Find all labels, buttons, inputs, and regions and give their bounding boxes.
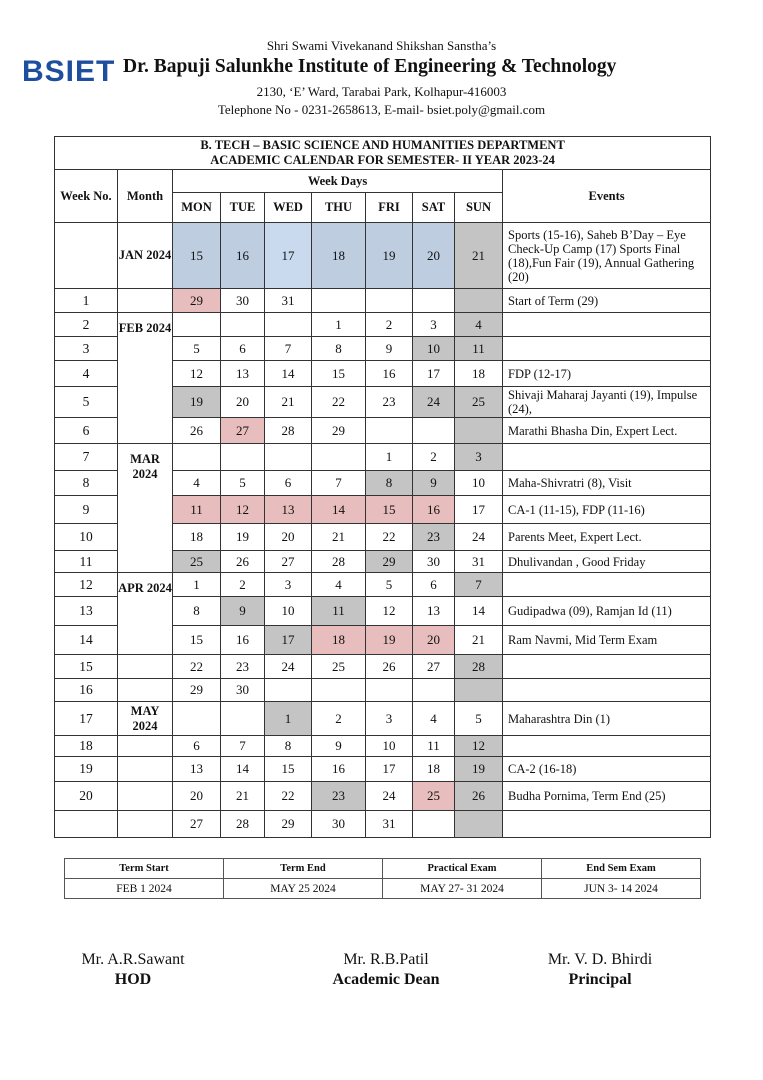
day-header-sun: SUN xyxy=(455,193,503,223)
calendar-day-cell: 16 xyxy=(221,626,265,655)
term-start-header: Term Start xyxy=(65,859,224,879)
calendar-day-cell xyxy=(455,289,503,313)
calendar-day-cell: 22 xyxy=(265,782,312,811)
calendar-day-cell: 3 xyxy=(455,444,503,471)
calendar-day-cell: 21 xyxy=(455,223,503,289)
calendar-day-cell: 1 xyxy=(265,702,312,736)
calendar-day-cell: 6 xyxy=(413,573,455,597)
calendar-day-cell: 20 xyxy=(265,524,312,551)
calendar-day-cell: 14 xyxy=(455,597,503,626)
calendar-day-cell xyxy=(366,418,413,444)
calendar-day-cell xyxy=(455,679,503,702)
calendar-day-cell xyxy=(221,702,265,736)
calendar-day-cell: 24 xyxy=(413,387,455,418)
calendar-day-cell: 29 xyxy=(173,679,221,702)
calendar-day-cell: 25 xyxy=(312,655,366,679)
calendar-day-cell: 19 xyxy=(173,387,221,418)
calendar-day-cell xyxy=(366,679,413,702)
day-header-thu: THU xyxy=(312,193,366,223)
week-number xyxy=(55,223,118,289)
week-number: 19 xyxy=(55,757,118,782)
week-event xyxy=(503,679,711,702)
calendar-day-cell: 21 xyxy=(455,626,503,655)
calendar-day-cell xyxy=(366,289,413,313)
calendar-day-cell: 15 xyxy=(173,626,221,655)
month-cell-empty xyxy=(118,679,173,702)
practical-exam-header: Practical Exam xyxy=(383,859,542,879)
week-event xyxy=(503,337,711,361)
calendar-day-cell xyxy=(312,679,366,702)
calendar-day-cell xyxy=(173,702,221,736)
calendar-day-cell: 5 xyxy=(173,337,221,361)
month-label-apr: APR 2024 xyxy=(118,573,173,655)
calendar-day-cell: 27 xyxy=(413,655,455,679)
calendar-day-cell: 20 xyxy=(413,626,455,655)
calendar-day-cell: 3 xyxy=(265,573,312,597)
calendar-day-cell: 12 xyxy=(173,361,221,387)
month-label-feb: FEB 2024 xyxy=(118,313,173,444)
calendar-day-cell: 26 xyxy=(455,782,503,811)
week-number: 6 xyxy=(55,418,118,444)
week-number: 11 xyxy=(55,551,118,573)
calendar-day-cell: 8 xyxy=(173,597,221,626)
calendar-day-cell: 2 xyxy=(413,444,455,471)
calendar-day-cell: 20 xyxy=(221,387,265,418)
calendar-day-cell: 7 xyxy=(312,471,366,496)
calendar-day-cell xyxy=(265,313,312,337)
calendar-day-cell: 26 xyxy=(173,418,221,444)
calendar-day-cell: 10 xyxy=(366,736,413,757)
calendar-day-cell: 14 xyxy=(312,496,366,524)
calendar-day-cell: 11 xyxy=(413,736,455,757)
week-number: 3 xyxy=(55,337,118,361)
calendar-day-cell: 14 xyxy=(265,361,312,387)
calendar-day-cell: 12 xyxy=(221,496,265,524)
calendar-day-cell: 29 xyxy=(312,418,366,444)
calendar-day-cell: 15 xyxy=(366,496,413,524)
calendar-week-row xyxy=(55,811,711,838)
week-days-header: Week Days xyxy=(173,170,503,193)
week-event xyxy=(503,313,711,337)
calendar-day-cell: 10 xyxy=(265,597,312,626)
calendar-week-row xyxy=(55,679,711,702)
week-event: Parents Meet, Expert Lect. xyxy=(503,524,711,551)
calendar-day-cell: 15 xyxy=(312,361,366,387)
institute-name: Dr. Bapuji Salunkhe Institute of Engineering & Technology xyxy=(123,56,617,77)
calendar-day-cell: 12 xyxy=(455,736,503,757)
week-number: 4 xyxy=(55,361,118,387)
calendar-day-cell: 28 xyxy=(221,811,265,838)
term-start-value: FEB 1 2024 xyxy=(65,879,224,899)
week-event: Marathi Bhasha Din, Expert Lect. xyxy=(503,418,711,444)
calendar-day-cell: 16 xyxy=(366,361,413,387)
term-end-value: MAY 25 2024 xyxy=(224,879,383,899)
institute-contact: Telephone No - 0231-2658613, E-mail- bsiet.poly@gmail.com xyxy=(217,102,546,117)
calendar-day-cell: 30 xyxy=(221,679,265,702)
calendar-title: B. TECH – BASIC SCIENCE AND HUMANITIES DEPARTMENT ACADEMIC CALENDAR FOR SEMESTER- II YEAR 2023-24 xyxy=(55,137,711,170)
calendar-day-cell: 24 xyxy=(455,524,503,551)
week-event xyxy=(503,736,711,757)
calendar-day-cell: 31 xyxy=(455,551,503,573)
calendar-day-cell: 24 xyxy=(366,782,413,811)
signature-academic-dean: Mr. R.B.Patil Academic Dean xyxy=(332,951,440,988)
calendar-week-row xyxy=(55,573,711,597)
calendar-day-cell xyxy=(312,444,366,471)
calendar-day-cell: 12 xyxy=(366,597,413,626)
calendar-day-cell: 1 xyxy=(312,313,366,337)
week-number: 5 xyxy=(55,387,118,418)
week-no-header: Week No. xyxy=(55,170,118,223)
calendar-day-cell: 2 xyxy=(221,573,265,597)
calendar-day-cell: 9 xyxy=(366,337,413,361)
calendar-day-cell: 4 xyxy=(173,471,221,496)
month-cell-empty xyxy=(118,782,173,811)
day-header-mon: MON xyxy=(173,193,221,223)
practical-exam-value: MAY 27- 31 2024 xyxy=(383,879,542,899)
calendar-day-cell: 13 xyxy=(413,597,455,626)
calendar-day-cell: 6 xyxy=(173,736,221,757)
calendar-day-cell xyxy=(221,444,265,471)
term-dates-table xyxy=(64,858,701,899)
calendar-day-cell: 21 xyxy=(221,782,265,811)
calendar-day-cell xyxy=(312,289,366,313)
calendar-day-cell: 29 xyxy=(173,289,221,313)
calendar-day-cell: 30 xyxy=(312,811,366,838)
calendar-day-cell: 25 xyxy=(173,551,221,573)
calendar-day-cell xyxy=(173,444,221,471)
calendar-day-cell: 10 xyxy=(455,471,503,496)
calendar-day-cell: 24 xyxy=(265,655,312,679)
calendar-day-cell xyxy=(221,313,265,337)
calendar-day-cell: 29 xyxy=(265,811,312,838)
week-event: Ram Navmi, Mid Term Exam xyxy=(503,626,711,655)
calendar-day-cell: 3 xyxy=(366,702,413,736)
calendar-day-cell xyxy=(413,811,455,838)
month-cell-empty xyxy=(118,757,173,782)
day-header-sat: SAT xyxy=(413,193,455,223)
signature-principal: Mr. V. D. Bhirdi Principal xyxy=(547,951,653,988)
calendar-day-cell: 7 xyxy=(221,736,265,757)
calendar-day-cell xyxy=(173,313,221,337)
calendar-day-cell xyxy=(413,289,455,313)
calendar-day-cell: 27 xyxy=(221,418,265,444)
calendar-day-cell: 26 xyxy=(366,655,413,679)
week-event: Shivaji Maharaj Jayanti (19), Impulse (24), xyxy=(503,387,711,418)
calendar-day-cell: 8 xyxy=(366,471,413,496)
calendar-week-row xyxy=(55,444,711,471)
end-sem-exam-header: End Sem Exam xyxy=(542,859,701,879)
calendar-day-cell: 17 xyxy=(265,626,312,655)
calendar-day-cell: 19 xyxy=(366,626,413,655)
calendar-day-cell: 19 xyxy=(221,524,265,551)
week-event xyxy=(503,444,711,471)
calendar-day-cell: 22 xyxy=(173,655,221,679)
week-event: Maha-Shivratri (8), Visit xyxy=(503,471,711,496)
calendar-day-cell: 23 xyxy=(221,655,265,679)
calendar-day-cell: 28 xyxy=(312,551,366,573)
calendar-day-cell: 16 xyxy=(312,757,366,782)
week-event: Sports (15-16), Saheb B’Day – Eye Check-Up Camp (17) Sports Final (18),Fun Fair (19), Annual Gathering (20) xyxy=(503,223,711,289)
calendar-day-cell: 18 xyxy=(312,626,366,655)
calendar-day-cell: 30 xyxy=(221,289,265,313)
calendar-day-cell: 26 xyxy=(221,551,265,573)
calendar-day-cell: 17 xyxy=(455,496,503,524)
calendar-day-cell xyxy=(413,679,455,702)
calendar-day-cell: 31 xyxy=(265,289,312,313)
week-number: 8 xyxy=(55,471,118,496)
calendar-day-cell: 18 xyxy=(413,757,455,782)
calendar-day-cell: 17 xyxy=(413,361,455,387)
calendar-day-cell: 25 xyxy=(455,387,503,418)
calendar-day-cell: 6 xyxy=(221,337,265,361)
week-event: Gudipadwa (09), Ramjan Id (11) xyxy=(503,597,711,626)
calendar-week-row xyxy=(55,736,711,757)
calendar-day-cell xyxy=(455,418,503,444)
calendar-day-cell: 14 xyxy=(221,757,265,782)
calendar-day-cell: 9 xyxy=(413,471,455,496)
calendar-day-cell: 11 xyxy=(173,496,221,524)
calendar-day-cell: 15 xyxy=(265,757,312,782)
calendar-day-cell: 19 xyxy=(366,223,413,289)
calendar-day-cell: 16 xyxy=(413,496,455,524)
week-event: Start of Term (29) xyxy=(503,289,711,313)
calendar-day-cell: 9 xyxy=(221,597,265,626)
calendar-day-cell: 4 xyxy=(413,702,455,736)
calendar-day-cell: 28 xyxy=(265,418,312,444)
end-sem-exam-value: JUN 3- 14 2024 xyxy=(542,879,701,899)
calendar-day-cell: 29 xyxy=(366,551,413,573)
calendar-day-cell: 2 xyxy=(312,702,366,736)
calendar-day-cell: 22 xyxy=(366,524,413,551)
calendar-day-cell: 20 xyxy=(413,223,455,289)
calendar-week-row xyxy=(55,289,711,313)
calendar-day-cell xyxy=(265,679,312,702)
calendar-day-cell: 10 xyxy=(413,337,455,361)
calendar-day-cell: 15 xyxy=(173,223,221,289)
calendar-week-row xyxy=(55,655,711,679)
calendar-day-cell: 3 xyxy=(413,313,455,337)
week-event: CA-2 (16-18) xyxy=(503,757,711,782)
calendar-day-cell: 2 xyxy=(366,313,413,337)
week-number: 9 xyxy=(55,496,118,524)
month-label-jan: JAN 2024 xyxy=(118,223,173,289)
calendar-day-cell xyxy=(413,418,455,444)
calendar-day-cell: 13 xyxy=(173,757,221,782)
calendar-day-cell: 18 xyxy=(455,361,503,387)
calendar-day-cell: 21 xyxy=(312,524,366,551)
calendar-day-cell: 31 xyxy=(366,811,413,838)
events-header: Events xyxy=(503,170,711,223)
day-header-fri: FRI xyxy=(366,193,413,223)
month-header: Month xyxy=(118,170,173,223)
calendar-day-cell: 1 xyxy=(173,573,221,597)
calendar-day-cell: 18 xyxy=(312,223,366,289)
calendar-day-cell: 23 xyxy=(366,387,413,418)
week-event: Maharashtra Din (1) xyxy=(503,702,711,736)
week-number: 18 xyxy=(55,736,118,757)
week-event xyxy=(503,573,711,597)
institute-address: 2130, ‘E’ Ward, Tarabai Park, Kolhapur-416003 xyxy=(256,84,507,99)
calendar-week-row xyxy=(55,313,711,337)
calendar-week-row xyxy=(55,757,711,782)
calendar-day-cell: 7 xyxy=(265,337,312,361)
calendar-day-cell: 7 xyxy=(455,573,503,597)
week-number: 20 xyxy=(55,782,118,811)
calendar-day-cell xyxy=(265,444,312,471)
calendar-day-cell: 30 xyxy=(413,551,455,573)
calendar-day-cell: 20 xyxy=(173,782,221,811)
week-number: 7 xyxy=(55,444,118,471)
week-event xyxy=(503,811,711,838)
calendar-day-cell: 13 xyxy=(221,361,265,387)
month-cell-empty xyxy=(118,811,173,838)
week-event: FDP (12-17) xyxy=(503,361,711,387)
week-number: 2 xyxy=(55,313,118,337)
signature-hod: Mr. A.R.Sawant HOD xyxy=(81,951,185,988)
society-name: Shri Swami Vivekanand Shikshan Sanstha’s xyxy=(266,38,497,53)
calendar-day-cell: 21 xyxy=(265,387,312,418)
calendar-day-cell: 5 xyxy=(221,471,265,496)
week-event: Budha Pornima, Term End (25) xyxy=(503,782,711,811)
calendar-week-row xyxy=(55,702,711,736)
week-number: 15 xyxy=(55,655,118,679)
calendar-day-cell: 4 xyxy=(312,573,366,597)
week-event xyxy=(503,655,711,679)
calendar-week-row xyxy=(55,223,711,289)
day-header-wed: WED xyxy=(265,193,312,223)
calendar-day-cell: 28 xyxy=(455,655,503,679)
calendar-day-cell: 27 xyxy=(173,811,221,838)
week-number: 10 xyxy=(55,524,118,551)
term-end-header: Term End xyxy=(224,859,383,879)
academic-calendar-table xyxy=(54,136,711,838)
calendar-day-cell: 27 xyxy=(265,551,312,573)
week-number: 12 xyxy=(55,573,118,597)
calendar-day-cell: 11 xyxy=(455,337,503,361)
week-number: 17 xyxy=(55,702,118,736)
week-number: 13 xyxy=(55,597,118,626)
calendar-day-cell: 5 xyxy=(366,573,413,597)
calendar-day-cell: 8 xyxy=(265,736,312,757)
calendar-day-cell: 17 xyxy=(366,757,413,782)
calendar-day-cell: 6 xyxy=(265,471,312,496)
week-number xyxy=(55,811,118,838)
calendar-day-cell xyxy=(455,811,503,838)
week-event: Dhulivandan , Good Friday xyxy=(503,551,711,573)
calendar-day-cell: 19 xyxy=(455,757,503,782)
calendar-day-cell: 5 xyxy=(455,702,503,736)
week-number: 14 xyxy=(55,626,118,655)
calendar-day-cell: 9 xyxy=(312,736,366,757)
institute-logo: BSIET xyxy=(22,55,116,88)
calendar-week-row xyxy=(55,782,711,811)
calendar-day-cell: 23 xyxy=(312,782,366,811)
calendar-day-cell: 11 xyxy=(312,597,366,626)
day-header-tue: TUE xyxy=(221,193,265,223)
week-number: 16 xyxy=(55,679,118,702)
month-cell-empty xyxy=(118,289,173,313)
calendar-day-cell: 4 xyxy=(455,313,503,337)
calendar-day-cell: 13 xyxy=(265,496,312,524)
month-label-mar: MAR 2024 xyxy=(118,444,173,573)
month-cell-empty xyxy=(118,655,173,679)
calendar-day-cell: 25 xyxy=(413,782,455,811)
calendar-day-cell: 1 xyxy=(366,444,413,471)
month-cell-empty xyxy=(118,736,173,757)
week-number: 1 xyxy=(55,289,118,313)
month-label-may: MAY 2024 xyxy=(118,702,173,736)
calendar-day-cell: 16 xyxy=(221,223,265,289)
calendar-day-cell: 17 xyxy=(265,223,312,289)
calendar-day-cell: 18 xyxy=(173,524,221,551)
week-event: CA-1 (11-15), FDP (11-16) xyxy=(503,496,711,524)
calendar-day-cell: 22 xyxy=(312,387,366,418)
calendar-day-cell: 8 xyxy=(312,337,366,361)
calendar-day-cell: 23 xyxy=(413,524,455,551)
